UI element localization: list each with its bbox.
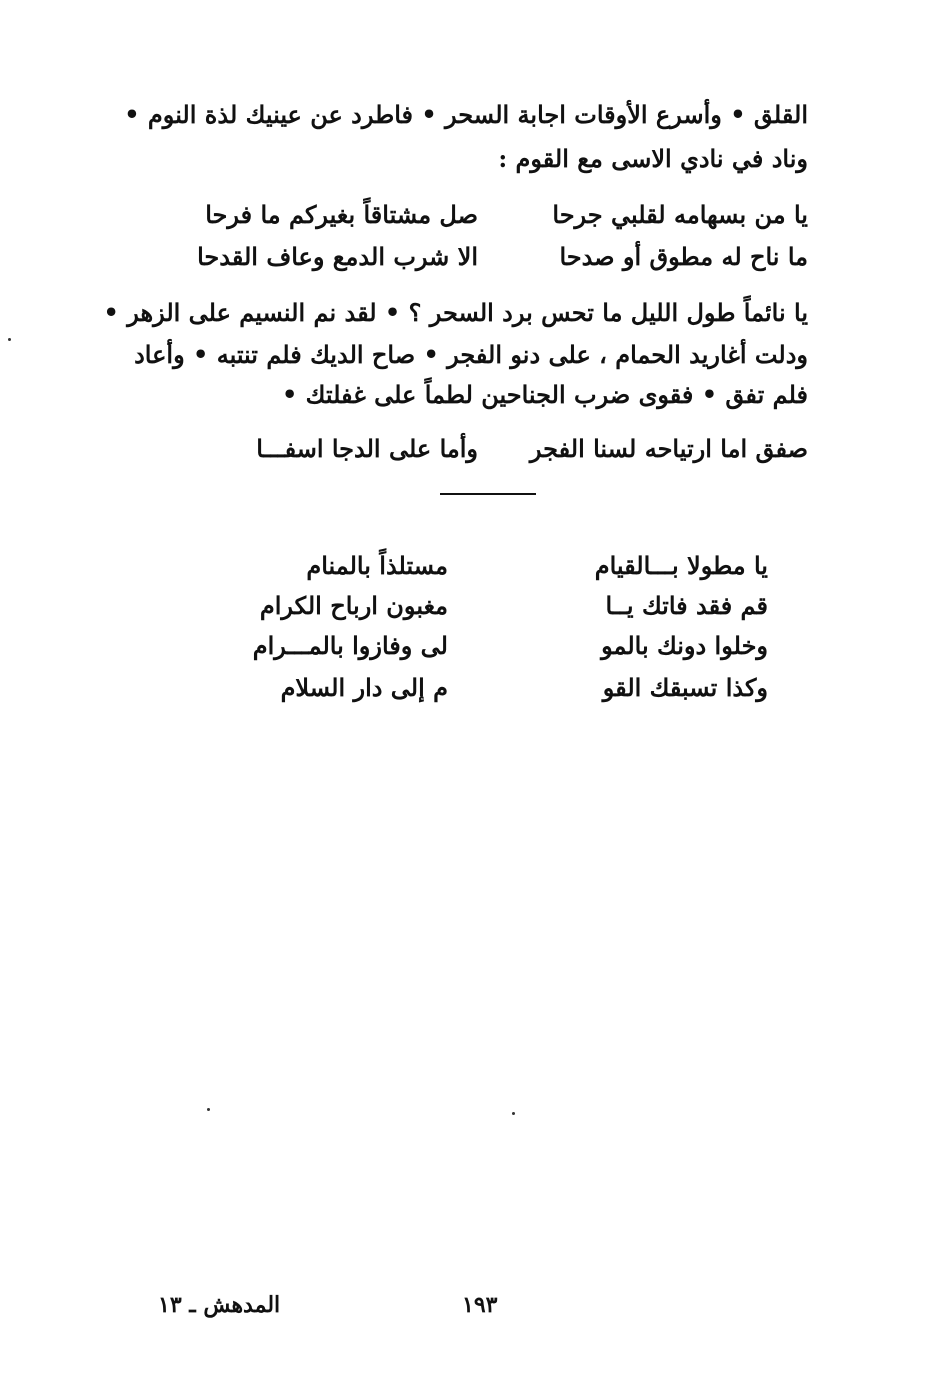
verse-row (168, 198, 808, 232)
book-signature: المدهش ـ ١٣ (158, 1292, 281, 1318)
scan-speck (512, 1112, 515, 1115)
poem-row (208, 626, 768, 666)
verse-hemistich-second: وأما على الدجا اسفـــا (256, 434, 478, 463)
verse-row (168, 432, 808, 466)
prose-line: ودلت أغاريد الحمام ، على دنو الفجر • صاح الديك فلم تنتبه • وأعاد (134, 340, 808, 369)
poem-hemistich-first: وكذا تسبقك القو (602, 673, 768, 702)
poem-hemistich-first: يا مطولا بـــالقيام (594, 551, 768, 580)
prose-line: فلم تفق • فقوى ضرب الجناحين لطماً على غفلتك • (281, 380, 808, 409)
verse-hemistich-first: يا من بسهامه لقلبي جرحا (552, 200, 808, 229)
poem-hemistich-first: وخلوا دونك بالمو (601, 631, 768, 660)
poem-row (208, 586, 768, 626)
verse-hemistich-second: الا شرب الدمع وعاف القدحا (197, 242, 478, 271)
poem-hemistich-second: م إلى دار السلام (280, 673, 448, 702)
poem-hemistich-second: مستلذاً بالمنام (306, 551, 448, 580)
page-number: ١٩٣ (462, 1292, 498, 1318)
scan-speck (207, 1108, 210, 1111)
verse-hemistich-first: ما ناح له مطوق أو صدحا (559, 242, 808, 271)
verse-hemistich-first: صفق اما ارتياحه لسنا الفجر (529, 434, 808, 463)
section-divider (440, 493, 536, 495)
poem-hemistich-second: مغبون ارباح الكرام (259, 591, 448, 620)
verse-row (168, 240, 808, 274)
poem-hemistich-second: لى وفازوا بالمـــرام (252, 631, 448, 660)
prose-line: القلق • وأسرع الأوقات اجابة السحر • فاطرد عن عينيك لذة النوم • (124, 100, 808, 129)
prose-line: وناد في نادي الاسى مع القوم : (498, 144, 808, 173)
poem-row (208, 546, 768, 586)
prose-line: يا نائماً طول الليل ما تحس برد السحر ؟ • لقد نم النسيم على الزهر • (103, 298, 808, 327)
verse-hemistich-second: صل مشتاقاً بغيركم ما فرحا (205, 200, 478, 229)
scan-speck (8, 338, 11, 341)
poem-row (208, 668, 768, 708)
poem-hemistich-first: قم فقد فاتك يــا (605, 591, 768, 620)
